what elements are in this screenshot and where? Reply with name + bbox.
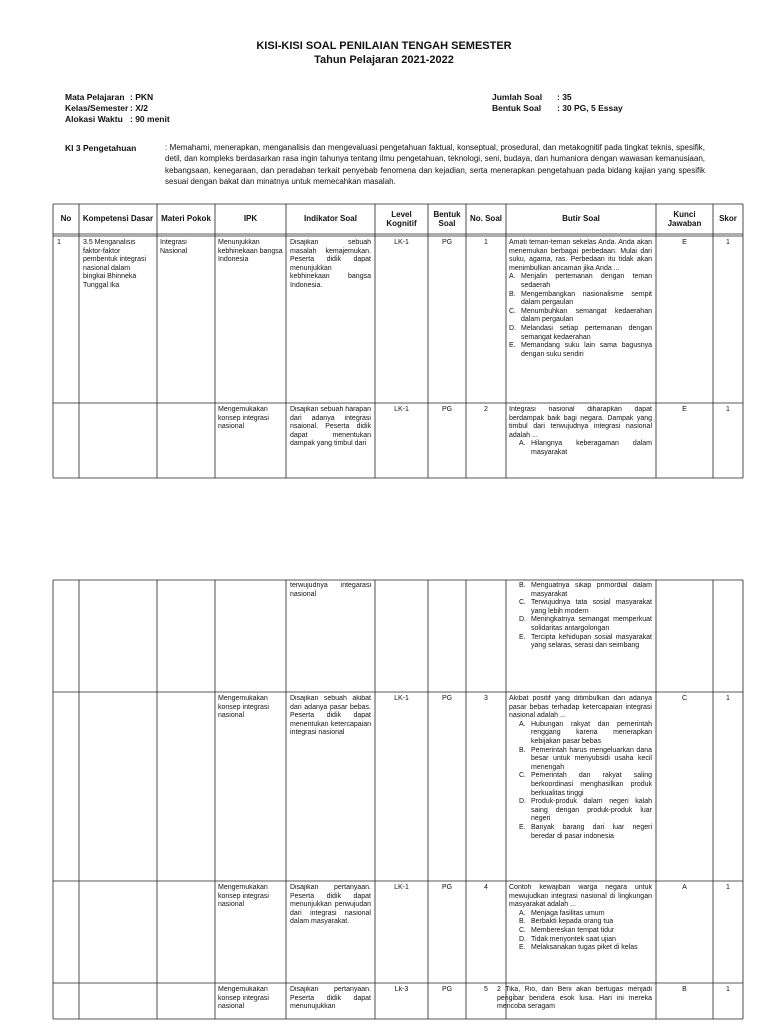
- cell-bentuk: PG: [441, 239, 453, 246]
- cell-kunci: B: [682, 986, 687, 993]
- cell-nosoal: 4: [484, 884, 488, 891]
- cell-indikator: Disajikan sebuah harapan dari adanya integrasi nsaional. Peserta didik dapat menentukan dampak yang timbul dari: [290, 406, 371, 448]
- cell-nosoal: 3: [484, 695, 488, 702]
- cell-nosoal: 1: [484, 239, 488, 246]
- option-item: D. Tidak menyontek saat ujian: [519, 935, 616, 943]
- col-header-indikator: Indikator Soal: [304, 214, 357, 224]
- cell-butir: [509, 884, 652, 953]
- option-item: C. Terwujudnya tata sosial masyarakat yang lebih modern: [519, 599, 652, 615]
- cell-butir: [509, 582, 652, 651]
- cell-no: 1: [57, 239, 61, 246]
- ki3-label: KI 3 Pengetahuan: [65, 143, 137, 153]
- cell-bentuk: PG: [441, 695, 453, 702]
- cell-indikator: Disajikan pertanyaan. Peserta didik dapat menunujukkan: [290, 986, 371, 1011]
- col-header-kunci: Kunci Jawaban: [667, 209, 702, 228]
- bentuk-label: Bentuk Soal: [492, 103, 542, 113]
- document-title: KISI-KISI SOAL PENILAIAN TENGAH SEMESTER: [256, 40, 512, 52]
- option-item: E. Banyak barang dari luar negeri beredar di pasar indonesia: [519, 823, 652, 840]
- cell-bentuk: PG: [441, 986, 453, 993]
- option-item: B. Menguatnya sikap primordial dalam masyarakat: [519, 582, 652, 598]
- cell-kunci: A: [682, 884, 687, 891]
- col-header-butir: Butir Soal: [562, 214, 600, 224]
- cell-nosoal: 5: [484, 986, 488, 993]
- waktu-label: Alokasi Waktu: [65, 114, 123, 124]
- cell-level: LK-1: [394, 695, 409, 702]
- option-item: E. Tercipta kehidupan sosial masyarakat yang selaras, serasi dan seimbang: [519, 633, 652, 650]
- document-subtitle: Tahun Pelajaran 2021-2022: [314, 54, 454, 66]
- col-header-level: Level Kognitif: [386, 209, 417, 228]
- ki3-text: : Memahami, menerapkan, menganalisis dan mengevaluasi pengetahuan faktual, konseptual, prosedural, dan metakognitif pada tingkat teknis, spesifik, detil, dan kompleks berdasarkan rasa ingin tahunya tentang ilmu pengetahuan, teknologi, seni, budaya, dan humaniora dengan wawasan kemanusiaan, kebangsaan, kenegaraan, dan peradaban terkait penyebab fenomena dan kejadian, serta menerapkan pengetahuan pada bidang kajian yang spesifik sesuai dengan bakat dan minatnya untuk memecahkan masalah.: [165, 143, 705, 186]
- cell-skor: 1: [726, 986, 730, 993]
- cell-butir: [509, 239, 652, 359]
- cell-ipk: Mengemukakan konsep integrasi nasional: [218, 986, 269, 1011]
- question-stem: Contoh kewajiban warga negara untuk mewujudkan integrasi nasional di lingkungan masyarakat adalah ...: [509, 884, 652, 909]
- cell-level: LK-1: [394, 239, 409, 246]
- col-header-kd: Kompetensi Dasar: [82, 214, 154, 224]
- cell-ipk: Mengemukakan konsep integrasi nasional: [218, 695, 269, 720]
- cell-butir: [509, 406, 652, 458]
- question-stem: Akibat positif yang ditimbulkan dari adanya pasar bebas terhadap ketercapaian integrasi nasional adalah ...: [509, 695, 652, 720]
- option-item: A. Menjalin pertemanan dengan teman sedaerah: [509, 273, 652, 289]
- option-item: D. Melandasi setiap pertemanan dengan semangat kedaerahan: [509, 324, 652, 341]
- option-item: A. Hubungan rakyat dan pemerintah renggang karena menerapkan kebijakan pasar bebas: [519, 720, 652, 745]
- waktu-value: : 90 menit: [130, 114, 170, 124]
- col-header-materi: Materi Pokok: [161, 214, 211, 224]
- option-item: C. Menumbuhkan semangat kedaerahan dalam pergaulan: [509, 307, 652, 324]
- jumlah-value: : 35: [557, 92, 572, 102]
- cell-skor: 1: [726, 239, 730, 246]
- option-item: E. Memandang suku lain sama bagusnya dengan suku sendiri: [509, 342, 652, 358]
- cell-indikator: Disajikan sebuah akibat dari adanya pasar bebas. Peserta didik dapat menentukan ketercapaian integrasi nasional: [290, 695, 371, 737]
- cell-kunci: E: [682, 239, 687, 246]
- kelas-value: : X/2: [130, 103, 148, 113]
- cell-kd: 3.5 Menganalisis faktor-faktor pembentuk integrasi nasional dalam bingkai Bhinneka Tunggal Ika: [83, 239, 147, 289]
- mapel-label: Mata Pelajaran: [65, 92, 125, 102]
- cell-indikator: terwujudnya integarasi nasional: [290, 582, 371, 598]
- col-header-nosoal: No. Soal: [469, 214, 502, 224]
- cell-skor: 1: [726, 695, 730, 702]
- option-item: B. Berbakti kepada orang tua: [519, 918, 614, 926]
- cell-skor: 1: [726, 406, 730, 413]
- question-stem: Integrasi nasional diharapkan dapat berdampak baik bagi negara. Dampak yang timbul dari terwujudnya integrasi nasional adalah ...: [509, 406, 652, 439]
- col-header-ipk: IPK: [243, 214, 258, 224]
- col-header-skor: Skor: [719, 214, 737, 224]
- jumlah-label: Jumlah Soal: [492, 92, 543, 102]
- option-item: B. Pemerintah harus mengeluarkan dana besar untuk menyubsidi usaha kecil menengah: [519, 746, 652, 771]
- col-header-no: No: [60, 214, 72, 224]
- cell-indikator: Disajikan pertanyaan. Peserta didik dapat menunjukkan perwujudan dari integrasi nasional dalam masyarakat.: [290, 884, 371, 926]
- cell-indikator: Disajikan sebuah masalah kemajemukan. Peserta didik dapat menunjukkan kebhinekaan bangsa Indonesia.: [290, 239, 371, 289]
- cell-butir: [509, 695, 652, 841]
- col-header-bentuk: Bentuk Soal: [433, 209, 461, 228]
- option-item: E. Melaksanakan tugas piket di kelas: [519, 944, 638, 952]
- cell-kunci: C: [681, 695, 688, 702]
- cell-level: LK-1: [394, 884, 409, 891]
- cell-bentuk: PG: [441, 884, 453, 891]
- option-item: A. Menjaga fasilitas umum: [519, 909, 605, 917]
- cell-ipk: Mengemukakan konsep integrasi nasional: [218, 884, 269, 909]
- cell-ipk: Menunjukkan kebhinekaan bangsa Indonesia: [218, 239, 283, 264]
- cell-ipk: Mengemukakan konsep integrasi nasional: [218, 406, 269, 431]
- cell-nosoal: 2: [484, 406, 488, 413]
- cell-level: LK-1: [394, 406, 409, 413]
- mapel-value: : PKN: [130, 92, 154, 102]
- cell-kunci: E: [682, 406, 687, 413]
- option-item: D. Produk-produk dalam negeri kalah saing dengan produk-produk luar negeri: [519, 798, 652, 823]
- kelas-label: Kelas/Semester: [65, 103, 129, 113]
- option-item: A. Hilangnya keberagaman dalam masyarakat: [519, 440, 652, 456]
- cell-materi: Integrasi Nasional: [160, 239, 188, 255]
- option-item: C. Membereskan tempat tidur: [519, 926, 615, 934]
- bentuk-value: : 30 PG, 5 Essay: [557, 103, 623, 113]
- question-stem: 2 Tika, Rio, dan Beni akan bertugas menjadi pengibar bendera esok lusa. Hari ini mereka mencoba seragam: [497, 986, 652, 1011]
- option-item: D. Meningkatnya semangat memperkuat solidaritas antargolongan: [519, 616, 652, 632]
- cell-skor: 1: [726, 884, 730, 891]
- option-item: C. Pemerintah dan rakyat saling berkoordinasi menghasilkan produk berkualitas tinggi: [519, 772, 652, 797]
- question-stem: Amati teman-teman sekelas Anda. Anda akan menemukan berbagai perbedaan. Mulai dari suku, agama, ras. Perbedaan itu tidak akan menimbulkan ancaman jika Anda ...: [509, 239, 652, 272]
- option-item: B. Mengembangkan nasionalisme sempit dalam pergaulan: [509, 290, 652, 307]
- cell-bentuk: PG: [441, 406, 453, 413]
- cell-level: Lk-3: [394, 986, 409, 993]
